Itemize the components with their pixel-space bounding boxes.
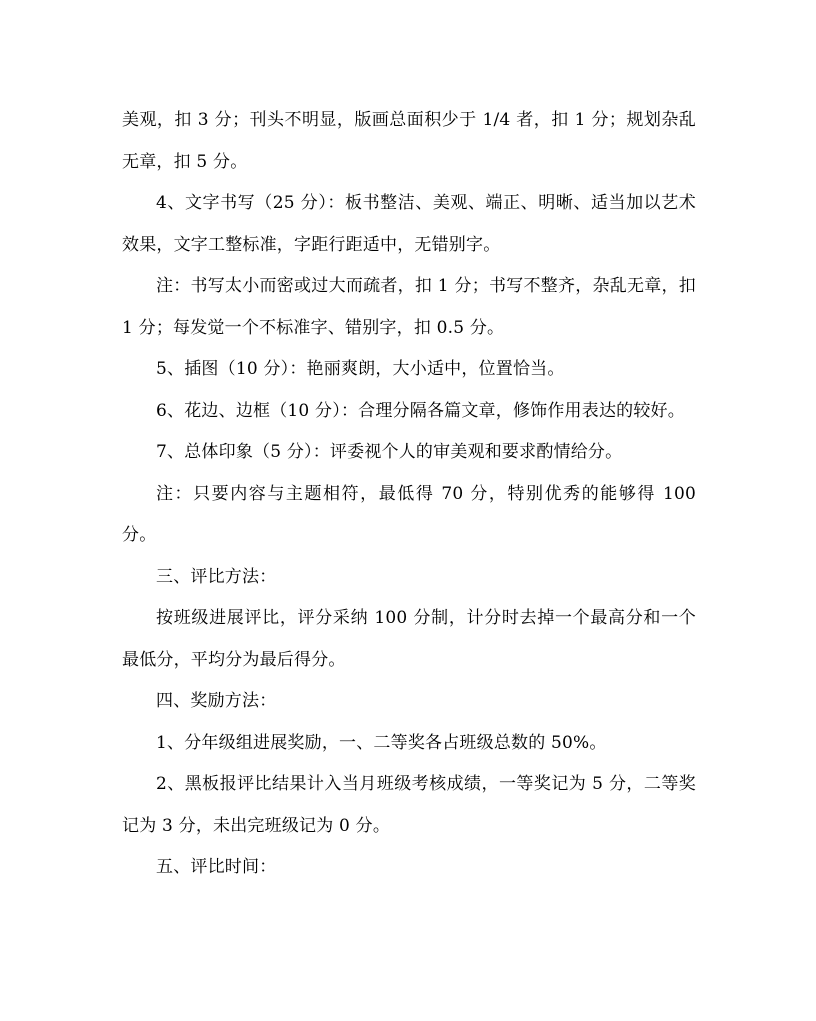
paragraph-text-writing: 4、文字书写（25 分）：板书整洁、美观、端正、明晰、适当加以艺术效果，文字工整标准，字距行距适中，无错别字。 xyxy=(122,193,696,255)
paragraph-overall-impression: 7、总体印象（5 分）：评委视个人的审美观和要求酌情给分。 xyxy=(156,442,623,462)
paragraph-score-note: 注：只要内容与主题相符，最低得 70 分，特别优秀的能够得 100 分。 xyxy=(122,483,696,545)
heading-evaluation-method: 三、评比方法： xyxy=(156,566,277,587)
paragraph-illustration: 5、插图（10 分）：艳丽爽朗，大小适中，位置恰当。 xyxy=(156,359,565,379)
heading-reward-method: 四、奖励方法： xyxy=(156,691,277,711)
paragraph-writing-note: 注：书写太小而密或过大而疏者，扣 1 分；书写不整齐，杂乱无章，扣 1 分；每发觉一个不标准字、错别字，扣 0.5 分。 xyxy=(122,276,696,338)
paragraph-borders: 6、花边、边框（10 分）：合理分隔各篇文章，修饰作用表达的较好。 xyxy=(156,400,685,421)
heading-evaluation-time: 五、评比时间： xyxy=(156,857,277,877)
paragraph-evaluation-method: 按班级进展评比，评分采纳 100 分制，计分时去掉一个最高分和一个最低分，平均分为最后得分。 xyxy=(122,608,696,670)
document-body xyxy=(122,100,696,889)
paragraph-continued-deductions: 美观，扣 3 分；刊头不明显，版画总面积少于 1/4 者，扣 1 分；规划杂乱无章，扣 5 分。 xyxy=(122,110,696,172)
paragraph-reward-2: 2、黑板报评比结果计入当月班级考核成绩，一等奖记为 5 分，二等奖记为 3 分，未出完班级记为 0 分。 xyxy=(122,774,696,836)
paragraph-reward-1: 1、分年级组进展奖励，一、二等奖各占班级总数的 50%。 xyxy=(156,732,607,753)
